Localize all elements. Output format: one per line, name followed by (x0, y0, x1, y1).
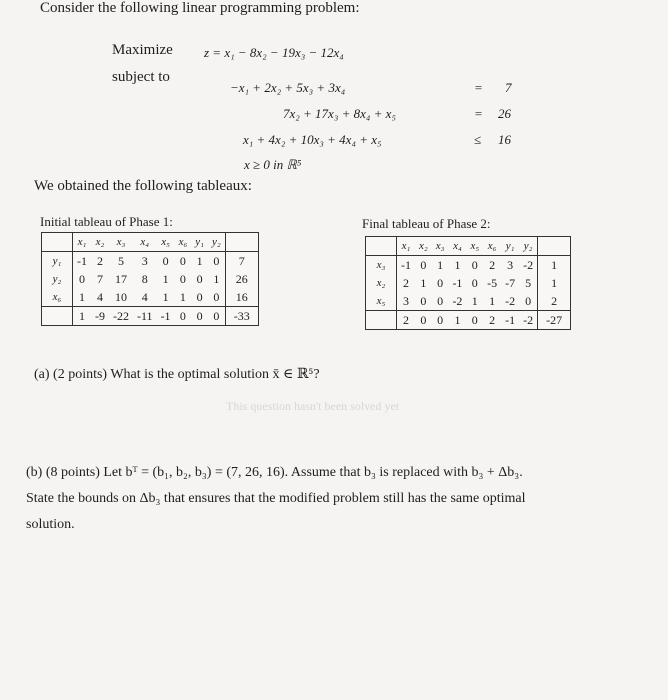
tableau-cell: 1 (162, 271, 169, 286)
objective-rhs: -33 (225, 307, 258, 326)
tableau-cell: 10 (115, 289, 127, 304)
tableau-cell: 0 (196, 289, 203, 304)
tableau-cell: 0 (213, 289, 220, 304)
tableau-cell: 1 (454, 257, 461, 272)
tableau-cell: 7 (97, 271, 103, 286)
objective-function: z = x₁ − 8x₂ − 19x₃ − 12x₄ (204, 45, 344, 60)
maximize-label: Maximize (112, 42, 173, 58)
tableau-cell: 0 (79, 271, 85, 286)
constraint-2: 7x₂ + 17x₃ + 8x₄ + x₅ (283, 106, 396, 121)
tableau-cell: 0 (471, 257, 478, 272)
part-b-line-1: (b) (8 points) Let bᵀ = (b₁, b₂, b₃) = (7, 26, 16). Assume that b₃ is replaced with b₃ + Δb₃. (26, 465, 523, 480)
column-header: x₆ (175, 233, 192, 252)
tableau-cell: 1 (162, 289, 169, 304)
tableau-cell: -7 (505, 275, 516, 290)
constraint-3-relation: ≤ (474, 132, 482, 147)
objective-cell: -11 (133, 307, 157, 326)
watermark-text: This question hasn't been solved yet (226, 399, 400, 413)
row-label-corner (366, 237, 397, 256)
tableaux-intro: We obtained the following tableaux: (34, 178, 252, 194)
tableau-cell: 0 (420, 293, 427, 308)
tableau-cell: 2 (489, 257, 496, 272)
constraint-1: −x₁ + 2x₂ + 5x₃ + 3x₄ (230, 80, 346, 95)
objective-cell: 2 (397, 311, 416, 330)
initial-tableau-caption: Initial tableau of Phase 1: (40, 214, 173, 229)
tableau-cell: -1 (77, 253, 87, 268)
objective-row-label (366, 311, 397, 330)
tableau-cell: -2 (523, 257, 534, 272)
row-basis-label: x₅ (366, 292, 397, 311)
part-b-line-3: solution. (26, 517, 75, 532)
row-basis-label: y₂ (42, 270, 73, 288)
rhs-cell: 1 (538, 256, 571, 275)
tableau-cell: 3 (141, 253, 148, 268)
tableau-row (42, 270, 259, 288)
objective-cell: 0 (175, 307, 192, 326)
tableau-cell: 0 (196, 271, 203, 286)
tableau-cell: 8 (141, 271, 148, 286)
tableau-row (366, 292, 571, 311)
rhs-header (538, 237, 571, 256)
tableau-cell: 3 (403, 293, 409, 308)
row-basis-label: y₁ (42, 252, 73, 271)
constraint-2-rhs: 26 (498, 106, 511, 121)
objective-cell: 1 (448, 311, 466, 330)
row-label-corner (42, 233, 73, 252)
tableau-cell: 0 (437, 293, 444, 308)
tableau-cell: 2 (403, 275, 409, 290)
objective-cell: -22 (109, 307, 133, 326)
rhs-cell: 7 (225, 252, 258, 271)
tableau-cell: 1 (489, 293, 496, 308)
objective-row-label (42, 307, 73, 326)
rhs-cell: 16 (225, 288, 258, 307)
objective-row (42, 307, 259, 326)
nonnegativity: x ≥ 0 in ℝ⁵ (244, 157, 302, 172)
column-header: x₅ (157, 233, 175, 252)
objective-cell: -1 (157, 307, 175, 326)
tableau-row (366, 256, 571, 275)
rhs-cell: 1 (538, 274, 571, 292)
tableau-cell: 0 (420, 257, 427, 272)
tableau-cell: 0 (179, 253, 186, 268)
objective-cell: -1 (501, 311, 519, 330)
constraint-1-rhs: 7 (505, 80, 512, 95)
tableau-cell: 5 (525, 275, 532, 290)
tableau-header-row (366, 237, 571, 256)
tableau-cell: 0 (213, 253, 220, 268)
column-header: x₃ (432, 237, 449, 256)
column-header: x₅ (466, 237, 483, 256)
column-header: y₁ (501, 237, 519, 256)
tableau-cell: 4 (141, 289, 148, 304)
column-header: x₄ (133, 233, 157, 252)
tableau-cell: 1 (420, 275, 427, 290)
column-header: x₆ (483, 237, 501, 256)
tableau-cell: 0 (162, 253, 169, 268)
tableau-cell: 1 (79, 289, 85, 304)
tableau-cell: -2 (452, 293, 463, 308)
final-tableau-caption: Final tableau of Phase 2: (362, 216, 491, 231)
objective-cell: -9 (91, 307, 109, 326)
objective-cell: 0 (191, 307, 208, 326)
tableau-cell: 1 (437, 257, 444, 272)
constraint-2-relation: = (474, 106, 483, 121)
tableau-cell: 2 (97, 253, 103, 268)
tableau-cell: 17 (115, 271, 127, 286)
tableau-cell: 0 (525, 293, 532, 308)
objective-cell: 0 (432, 311, 449, 330)
tableau-cell: 1 (179, 289, 186, 304)
rhs-cell: 26 (225, 270, 258, 288)
column-header: y₁ (191, 233, 208, 252)
initial-tableau (41, 232, 259, 326)
column-header: x₃ (109, 233, 133, 252)
column-header: y₂ (208, 233, 225, 252)
objective-cell: 0 (415, 311, 432, 330)
column-header: x₄ (448, 237, 466, 256)
tableau-cell: 0 (437, 275, 444, 290)
objective-cell: 0 (208, 307, 225, 326)
tableau-cell: -1 (401, 257, 411, 272)
column-header: y₂ (519, 237, 538, 256)
tableau-row (42, 288, 259, 307)
objective-rhs: -27 (538, 311, 571, 330)
row-basis-label: x₆ (42, 288, 73, 307)
tableau-row (42, 252, 259, 271)
column-header: x₁ (397, 237, 416, 256)
objective-cell: 1 (73, 307, 92, 326)
column-header: x₂ (415, 237, 432, 256)
column-header: x₁ (73, 233, 92, 252)
objective-cell: 2 (483, 311, 501, 330)
row-basis-label: x₂ (366, 274, 397, 292)
part-b-line-2: State the bounds on Δb₃ that ensures that the modified problem still has the same optimal (26, 491, 526, 506)
intro-text: Consider the following linear programming problem: (40, 0, 360, 16)
objective-cell: 0 (466, 311, 483, 330)
constraint-3: x₁ + 4x₂ + 10x₃ + 4x₄ + x₅ (243, 132, 382, 147)
tableau-cell: -5 (487, 275, 498, 290)
tableau-cell: 5 (118, 253, 124, 268)
tableau-cell: -2 (505, 293, 516, 308)
column-header: x₂ (91, 233, 109, 252)
tableau-cell: 3 (507, 257, 514, 272)
subject-to-label: subject to (112, 69, 170, 85)
tableau-row (366, 274, 571, 292)
tableau-header-row (42, 233, 259, 252)
row-basis-label: x₃ (366, 256, 397, 275)
tableau-cell: 0 (179, 271, 186, 286)
constraint-3-rhs: 16 (498, 132, 511, 147)
final-tableau (365, 236, 571, 330)
objective-cell: -2 (519, 311, 538, 330)
tableau-cell: 0 (471, 275, 478, 290)
tableau-cell: -1 (452, 275, 463, 290)
tableau-cell: 1 (196, 253, 203, 268)
rhs-cell: 2 (538, 292, 571, 311)
objective-row (366, 311, 571, 330)
part-a-question: (a) (2 points) What is the optimal solution x̄ ∈ ℝ⁵? (34, 367, 320, 382)
tableau-cell: 4 (97, 289, 103, 304)
tableau-cell: 1 (213, 271, 220, 286)
rhs-header (225, 233, 258, 252)
constraint-1-relation: = (474, 80, 483, 95)
tableau-cell: 1 (471, 293, 478, 308)
